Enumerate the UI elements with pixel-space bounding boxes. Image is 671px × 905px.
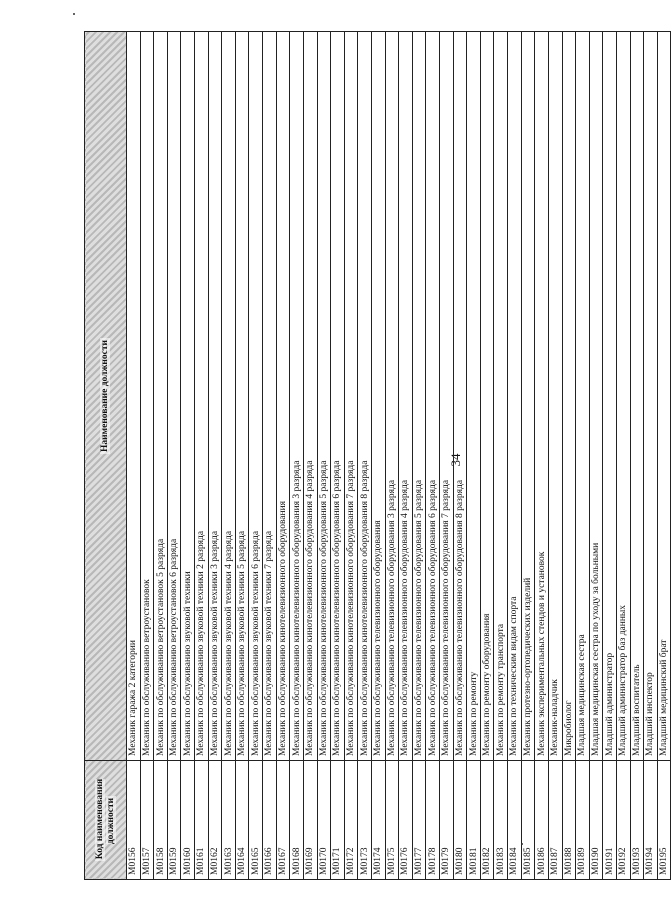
table-row — [480, 32, 494, 880]
table-row — [358, 32, 372, 880]
position-code-cell: М0159 — [167, 761, 181, 880]
positions-table — [84, 31, 671, 880]
position-name-cell: Механик по обслуживанию кинотелевизионного оборудования 8 разряда — [358, 32, 372, 761]
position-name-cell: Механик-наладчик — [548, 32, 562, 761]
position-name-cell: Механик по обслуживанию кинотелевизионного оборудования 6 разряда — [331, 32, 345, 761]
position-code-cell: М0188 — [562, 761, 576, 880]
table-row — [576, 32, 590, 880]
position-name-cell: Механик по обслуживанию ветроустановок 5 разряда — [154, 32, 168, 761]
table-row — [263, 32, 277, 880]
position-name-cell: Механик по ремонту транспорта — [494, 32, 508, 761]
table-row — [508, 32, 522, 880]
position-code-cell: М0167 — [276, 761, 290, 880]
position-code-cell: М0166 — [263, 761, 277, 880]
position-code-cell: М0176 — [399, 761, 413, 880]
table-row — [657, 32, 671, 880]
header-code: Код наименования должности — [85, 761, 127, 880]
scan-speck — [521, 843, 523, 845]
table-row — [222, 32, 236, 880]
position-name-cell: Механик по обслуживанию ветроустановок — [140, 32, 154, 761]
table-row — [303, 32, 317, 880]
position-code-cell: М0180 — [453, 761, 467, 880]
position-code-cell: М0168 — [290, 761, 304, 880]
position-code-cell: М0160 — [181, 761, 195, 880]
table-row — [249, 32, 263, 880]
position-code-cell: М0178 — [426, 761, 440, 880]
table-row — [385, 32, 399, 880]
table-row — [154, 32, 168, 880]
position-name-cell: Механик по ремонту — [467, 32, 481, 761]
table-row — [467, 32, 481, 880]
table-row — [535, 32, 549, 880]
position-code-cell: М0194 — [644, 761, 658, 880]
table-row — [195, 32, 209, 880]
table-row — [344, 32, 358, 880]
table-row — [371, 32, 385, 880]
table-row — [453, 32, 467, 880]
table-row — [440, 32, 454, 880]
position-code-cell: М0181 — [467, 761, 481, 880]
position-name-cell: Механик по обслуживанию телевизионного оборудования — [371, 32, 385, 761]
position-code-cell: М0156 — [127, 761, 141, 880]
position-name-cell: Механик по обслуживанию звуковой техники 2 разряда — [195, 32, 209, 761]
table-row — [644, 32, 658, 880]
position-name-cell: Механик по обслуживанию телевизионного оборудования 7 разряда — [440, 32, 454, 761]
table-row — [331, 32, 345, 880]
rotated-table-wrapper — [84, 50, 670, 880]
table-row — [167, 32, 181, 880]
position-code-cell: М0172 — [344, 761, 358, 880]
position-name-cell: Механик по обслуживанию телевизионного оборудования 6 разряда — [426, 32, 440, 761]
table-row — [589, 32, 603, 880]
position-name-cell: Механик протезно-ортопедических изделий — [521, 32, 535, 761]
position-name-cell: Механик по обслуживанию телевизионного оборудования 5 разряда — [412, 32, 426, 761]
table-row — [548, 32, 562, 880]
position-code-cell: М0170 — [317, 761, 331, 880]
table-row — [426, 32, 440, 880]
table-row — [521, 32, 535, 880]
position-name-cell: Механик по ремонту оборудования — [480, 32, 494, 761]
table-header-row — [85, 32, 127, 880]
position-name-cell: Младший администратор — [603, 32, 617, 761]
position-name-cell: Механик по обслуживанию телевизионного оборудования 3 разряда — [385, 32, 399, 761]
position-code-cell: М0195 — [657, 761, 671, 880]
table-row — [276, 32, 290, 880]
position-name-cell: Микробиолог — [562, 32, 576, 761]
position-name-cell: Механик по обслуживанию кинотелевизионного оборудования 4 разряда — [303, 32, 317, 761]
position-code-cell: М0177 — [412, 761, 426, 880]
position-code-cell: М0186 — [535, 761, 549, 880]
table-row — [181, 32, 195, 880]
position-name-cell: Механик по обслуживанию ветроустановок 6 разряда — [167, 32, 181, 761]
table-row — [494, 32, 508, 880]
position-code-cell: М0191 — [603, 761, 617, 880]
position-name-cell: Механик по обслуживанию кинотелевизионного оборудования 7 разряда — [344, 32, 358, 761]
position-name-cell: Младший инспектор — [644, 32, 658, 761]
page-number: 34 — [448, 453, 463, 467]
position-code-cell: М0174 — [371, 761, 385, 880]
header-name: Наименование должности — [85, 32, 127, 761]
position-name-cell: Механик по обслуживанию звуковой техники 5 разряда — [235, 32, 249, 761]
position-code-cell: М0185 — [521, 761, 535, 880]
table-row — [317, 32, 331, 880]
position-name-cell: Механик экспериментальных стендов и установок — [535, 32, 549, 761]
position-name-cell: Механик по обслуживанию звуковой техники 4 разряда — [222, 32, 236, 761]
position-name-cell: Младший воспитатель — [630, 32, 644, 761]
position-code-cell: М0179 — [440, 761, 454, 880]
position-code-cell: М0183 — [494, 761, 508, 880]
position-name-cell: Механик гаража 2 категории — [127, 32, 141, 761]
position-code-cell: М0187 — [548, 761, 562, 880]
position-code-cell: М0162 — [208, 761, 222, 880]
position-name-cell: Механик по обслуживанию звуковой техники — [181, 32, 195, 761]
table-row — [630, 32, 644, 880]
position-code-cell: М0193 — [630, 761, 644, 880]
position-code-cell: М0173 — [358, 761, 372, 880]
position-name-cell: Младший медицинский брат — [657, 32, 671, 761]
position-code-cell: М0175 — [385, 761, 399, 880]
table-row — [399, 32, 413, 880]
position-code-cell: М0192 — [616, 761, 630, 880]
table-row — [235, 32, 249, 880]
position-name-cell: Механик по обслуживанию телевизионного оборудования 8 разряда — [453, 32, 467, 761]
position-code-cell: М0164 — [235, 761, 249, 880]
position-name-cell: Младшая медицинская сестра по уходу за больными — [589, 32, 603, 761]
position-name-cell: Младший администратор баз данных — [616, 32, 630, 761]
table-row — [127, 32, 141, 880]
scan-speck — [73, 13, 75, 15]
position-code-cell: М0161 — [195, 761, 209, 880]
table-row — [562, 32, 576, 880]
position-name-cell: Младшая медицинская сестра — [576, 32, 590, 761]
table-row — [290, 32, 304, 880]
table-row — [616, 32, 630, 880]
position-name-cell: Механик по обслуживанию звуковой техники 3 разряда — [208, 32, 222, 761]
table-row — [208, 32, 222, 880]
position-code-cell: М0171 — [331, 761, 345, 880]
position-name-cell: Механик по техническим видам спорта — [508, 32, 522, 761]
position-name-cell: Механик по обслуживанию кинотелевизионного оборудования — [276, 32, 290, 761]
position-name-cell: Механик по обслуживанию кинотелевизионного оборудования 5 разряда — [317, 32, 331, 761]
position-code-cell: М0163 — [222, 761, 236, 880]
table-row — [603, 32, 617, 880]
position-name-cell: Механик по обслуживанию звуковой техники 7 разряда — [263, 32, 277, 761]
position-code-cell: М0169 — [303, 761, 317, 880]
position-name-cell: Механик по обслуживанию телевизионного оборудования 4 разряда — [399, 32, 413, 761]
position-name-cell: Механик по обслуживанию звуковой техники 6 разряда — [249, 32, 263, 761]
position-code-cell: М0190 — [589, 761, 603, 880]
position-code-cell: М0182 — [480, 761, 494, 880]
position-code-cell: М0184 — [508, 761, 522, 880]
position-code-cell: М0189 — [576, 761, 590, 880]
position-code-cell: М0165 — [249, 761, 263, 880]
position-name-cell: Механик по обслуживанию кинотелевизионного оборудования 3 разряда — [290, 32, 304, 761]
position-code-cell: М0158 — [154, 761, 168, 880]
table-row — [412, 32, 426, 880]
position-code-cell: М0157 — [140, 761, 154, 880]
table-row — [140, 32, 154, 880]
